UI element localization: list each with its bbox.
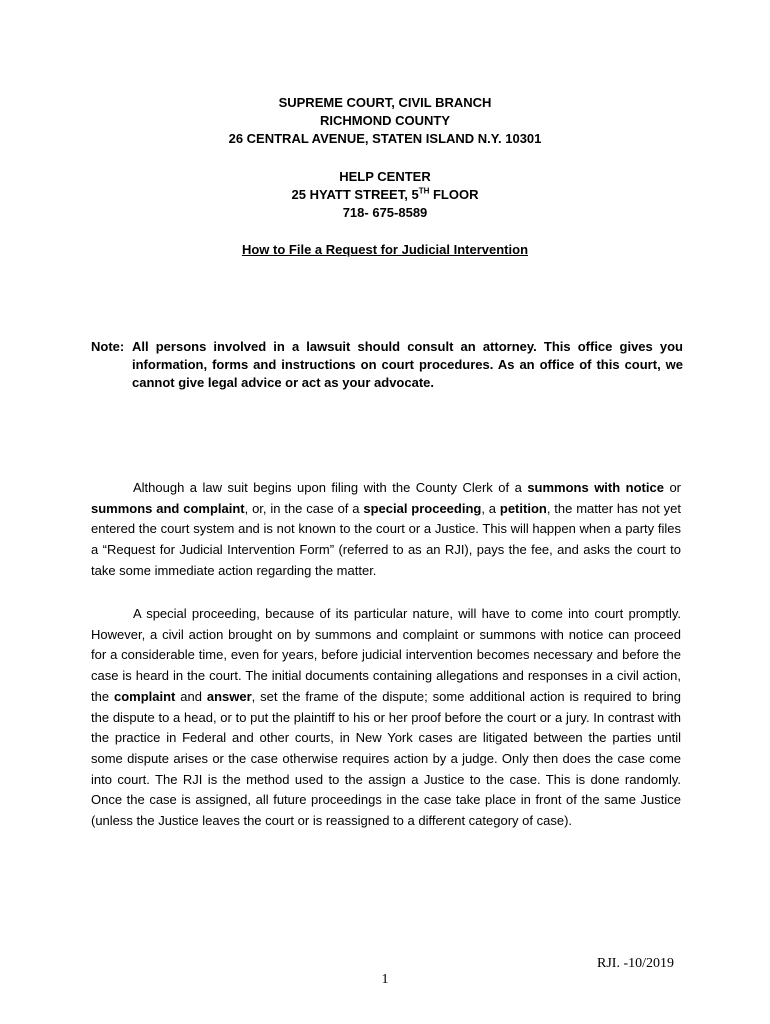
term-petition: petition: [499, 500, 547, 516]
paragraph-rji-intro: Although a law suit begins upon filing with the County Clerk of a summons with notice or summons and complaint, or, in the case of a special proceeding, a petition, the matter has not yet entered the court system and is not known to the court or a Justice. This will happen when a party files a “Request for Judicial Intervention Form” (referred to as an RJI), pays the fee, and asks the court to take some immediate action regarding the matter.: [91, 480, 682, 578]
help-center-name: HELP CENTER: [339, 169, 431, 184]
help-center-block: [0, 168, 770, 222]
note-text: All persons involved in a lawsuit should consult an attorney. This office gives you information, forms and instructions on court procedures. As an office of this court, we cannot give legal advice or act as your advocate.: [132, 339, 683, 390]
term-summons-and-complaint: summons and complaint: [91, 500, 245, 516]
term-answer: answer: [206, 688, 252, 704]
term-complaint: complaint: [113, 688, 176, 704]
page-number: 1: [381, 972, 389, 987]
help-center-address: 25 HYATT STREET, 5TH FLOOR: [291, 186, 479, 202]
term-summons-with-notice: summons with notice: [527, 480, 664, 495]
court-address: 26 CENTRAL AVENUE, STATEN ISLAND N.Y. 10301: [228, 131, 542, 146]
term-special-proceeding: special proceeding: [363, 500, 482, 516]
note-label: Note:: [91, 339, 125, 354]
paragraph-special-proceeding: A special proceeding, because of its particular nature, will have to come into court promptly. However, a civil action brought on by summons and complaint or summons with notice can proceed for a considerable time, even for years, before judicial intervention becomes necessary and before the case is heard in the court. The initial documents containing allegations and responses in a civil action, the complaint and answer, set the frame of the dispute; some additional action is required to bring the dispute to a head, or to put the plaintiff to his or her proof before the court or a jury. In contrast with the practice in Federal and other courts, in New York cases are litigated between the parties until some dispute arises or the case otherwise requires action by a judge. Only then does the case come into court. The RJI is the method used to the assign a Justice to the case. This is done randomly. Once the case is assigned, all future proceedings in the case take place in front of the same Justice (unless the Justice leaves the court or is reassigned to a different category of case).: [91, 606, 681, 829]
help-center-phone: 718- 675-8589: [342, 205, 428, 220]
court-address-block: [0, 94, 770, 148]
document-title: How to File a Request for Judicial Intervention: [241, 242, 529, 257]
county-name: RICHMOND COUNTY: [320, 113, 450, 128]
court-name: SUPREME COURT, CIVIL BRANCH: [278, 95, 492, 110]
form-code: RJI. -10/2019: [597, 956, 674, 971]
note-block: [91, 338, 683, 392]
